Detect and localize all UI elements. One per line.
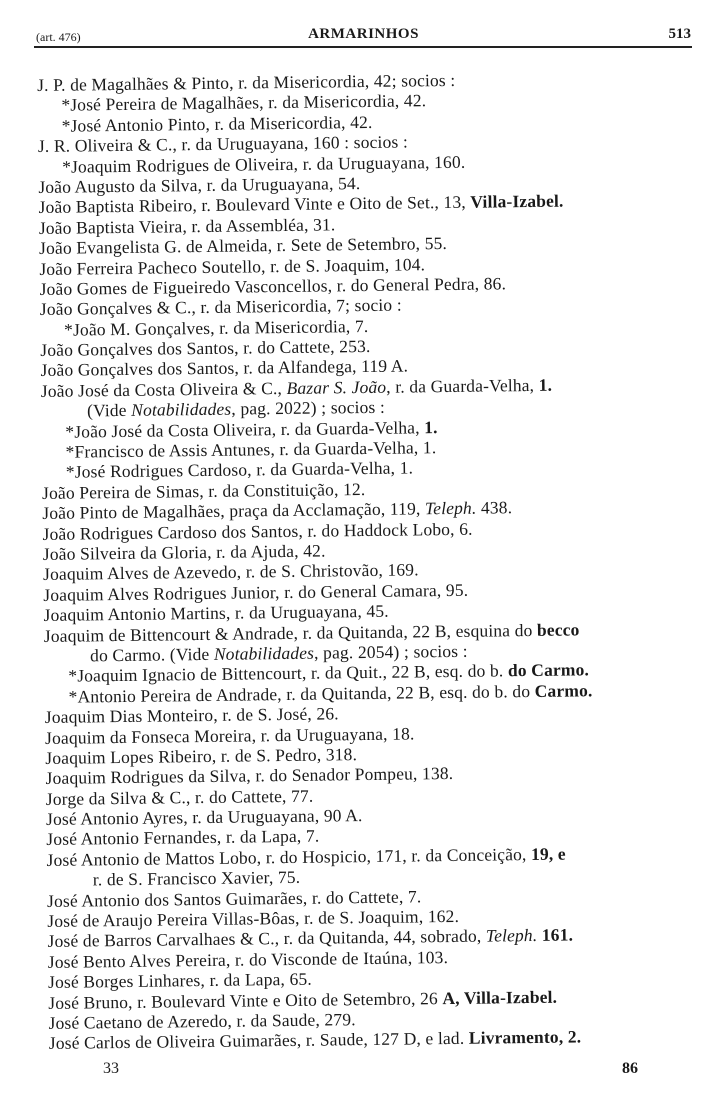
entry-text: , r. da Guarda-Velha, bbox=[386, 374, 539, 397]
entry-text: *José Rodrigues Cardoso, r. da Guarda-Velha, 1. bbox=[65, 457, 414, 483]
entry-text: J. R. Oliveira & C., r. da Uruguayana, 160 : socios : bbox=[37, 131, 409, 157]
entry-text: Livramento, 2. bbox=[468, 1026, 582, 1049]
entry-text: João Ferreira Pacheco Soutello, r. de S. Joaquim, 104. bbox=[39, 253, 426, 279]
entry-text: (Vide bbox=[86, 400, 132, 421]
entry-text: João Pinto de Magalhães, praça da Acclamação, 119, bbox=[42, 498, 426, 524]
entry-text: r. de S. Francisco Xavier, 75. bbox=[92, 867, 301, 890]
entry-text: Joaquim da Fonseca Moreira, r. da Uruguayana, 18. bbox=[44, 722, 415, 748]
entry-text: , pag. 2054) ; socios : bbox=[313, 640, 468, 663]
entry-text: do Carmo. bbox=[507, 659, 590, 681]
entry-text: João Rodrigues Cardoso dos Santos, r. do Haddock Lobo, 6. bbox=[42, 518, 473, 544]
entry-text: José Antonio de Mattos Lobo, r. do Hospicio, 171, r. da Conceição, bbox=[46, 843, 532, 870]
entry-text: João Gonçalves & C., r. da Misericordia, 7; socio : bbox=[39, 294, 402, 320]
entry-text: João Baptista Vieira, r. da Assembléa, 31. bbox=[38, 214, 336, 238]
entry-text: *Francisco de Assis Antunes, r. da Guarda-Velha, 1. bbox=[65, 437, 437, 462]
entry-text: *José Antonio Pinto, r. da Misericordia, 42. bbox=[61, 111, 373, 136]
entry-text: José Carlos de Oliveira Guimarães, r. Saude, 127 D, e lad. bbox=[48, 1028, 469, 1054]
entry-text: 161. bbox=[541, 924, 574, 946]
section-title: ARMARINHOS bbox=[308, 26, 419, 42]
entry-text: Joaquim de Bittencourt & Andrade, r. da Quitanda, 22 B, esquina do bbox=[43, 619, 538, 646]
entry-text: Joaquim Alves Rodrigues Junior, r. do General Camara, 95. bbox=[43, 579, 469, 605]
article-reference: (art. 476) bbox=[36, 30, 81, 44]
entry-text: *João M. Gonçalves, r. da Misericordia, 7. bbox=[63, 315, 369, 340]
running-header bbox=[36, 26, 691, 46]
entry-text: José Bento Alves Pereira, r. do Visconde de Itaúna, 103. bbox=[47, 946, 449, 972]
entry-text: João Augusto da Silva, r. da Uruguayana, 54. bbox=[38, 173, 361, 197]
entry-text: João Gonçalves dos Santos, r. do Cattete, 253. bbox=[40, 336, 371, 361]
entry-text: 438. bbox=[476, 497, 513, 518]
entry-text: Bazar S. João bbox=[286, 376, 387, 398]
entry-text: João Gonçalves dos Santos, r. da Alfandega, 119 A. bbox=[40, 355, 409, 381]
entry-text: Teleph. bbox=[485, 925, 538, 946]
entry-text: Notabilidades bbox=[131, 398, 232, 421]
entry-text: *João José da Costa Oliveira, r. da Guarda-Velha, bbox=[65, 416, 425, 442]
entry-text: José Borges Linhares, r. da Lapa, 65. bbox=[47, 968, 312, 993]
entry-text: Jorge da Silva & C., r. do Cattete, 77. bbox=[45, 785, 314, 809]
entry-text: Joaquim Lopes Ribeiro, r. de S. Pedro, 318. bbox=[45, 744, 358, 768]
entry-text: , pag. 2022) ; socios : bbox=[231, 397, 386, 419]
entry-text: Joaquim Rodrigues da Silva, r. do Senador Pompeu, 138. bbox=[45, 763, 454, 789]
entry-text: Villa-Izabel. bbox=[470, 190, 564, 213]
header-rule bbox=[34, 46, 692, 48]
entry-text: *José Pereira de Magalhães, r. da Misericordia, 42. bbox=[61, 90, 427, 116]
entry-text: 1. bbox=[424, 416, 438, 437]
entry-text: José Antonio Ayres, r. da Uruguayana, 90 A. bbox=[45, 805, 363, 830]
footer-signature-right: 86 bbox=[622, 1060, 638, 1077]
entry-text: 19, e bbox=[530, 843, 566, 864]
entry-text: becco bbox=[536, 618, 580, 640]
entry-text: A, Villa-Izabel. bbox=[442, 986, 558, 1008]
entry-text: Joaquim Dias Monteiro, r. de S. José, 26. bbox=[44, 703, 339, 728]
entry-text: J. P. de Magalhães & Pinto, r. da Misericordia, 42; socios : bbox=[37, 69, 456, 95]
entry-text: Notabilidades bbox=[213, 642, 315, 664]
entry-text: *Antonio Pereira de Andrade, r. da Quitanda, 22 B, esq. do b. do bbox=[68, 680, 535, 707]
entry-text: João Silveira da Gloria, r. da Ajuda, 42. bbox=[42, 540, 326, 564]
entry-text: João Pereira de Simas, r. da Constituição, 12. bbox=[41, 478, 366, 503]
entry-text: João Gomes de Figueiredo Vasconcellos, r. do General Pedra, 86. bbox=[39, 273, 507, 299]
entry-text: José Antonio dos Santos Guimarães, r. do Cattete, 7. bbox=[46, 885, 422, 911]
entry-text: José Caetano de Azeredo, r. da Saude, 279. bbox=[48, 1009, 356, 1033]
entry-text: Joaquim Antonio Martins, r. da Uruguayana, 45. bbox=[43, 600, 389, 626]
entry-text: José de Barros Carvalhaes & C., r. da Quitanda, 44, sobrado, bbox=[47, 925, 486, 952]
entry-text: Joaquim Alves de Azevedo, r. de S. Christovão, 169. bbox=[42, 559, 419, 585]
entry-text: João Evangelista G. de Almeida, r. Sete de Setembro, 55. bbox=[38, 233, 448, 259]
entry-text: Teleph. bbox=[424, 497, 477, 519]
directory-listing bbox=[37, 67, 709, 1054]
entry-text: José Antonio Fernandes, r. da Lapa, 7. bbox=[46, 826, 320, 850]
entry-text: Carmo. bbox=[534, 679, 593, 701]
entry-text: João Baptista Ribeiro, r. Boulevard Vinte e Oito de Set., 13, bbox=[38, 192, 471, 218]
entry-text: 1. bbox=[538, 374, 553, 395]
entry-text: do Carmo. (Vide bbox=[89, 643, 215, 666]
entry-text: José de Araujo Pereira Villas-Bôas, r. de S. Joaquim, 162. bbox=[47, 905, 460, 931]
page-number: 513 bbox=[668, 26, 691, 42]
footer-signature-left: 33 bbox=[103, 1060, 119, 1077]
entry-text: José Bruno, r. Boulevard Vinte e Oito de Setembro, 26 bbox=[48, 987, 443, 1013]
entry-text: *Joaquim Rodrigues de Oliveira, r. da Uruguayana, 160. bbox=[61, 151, 466, 177]
entry-text: *Joaquim Ignacio de Bittencourt, r. da Quit., 22 B, esq. do b. bbox=[68, 660, 509, 686]
entry-text: João José da Costa Oliveira & C., bbox=[40, 377, 287, 401]
